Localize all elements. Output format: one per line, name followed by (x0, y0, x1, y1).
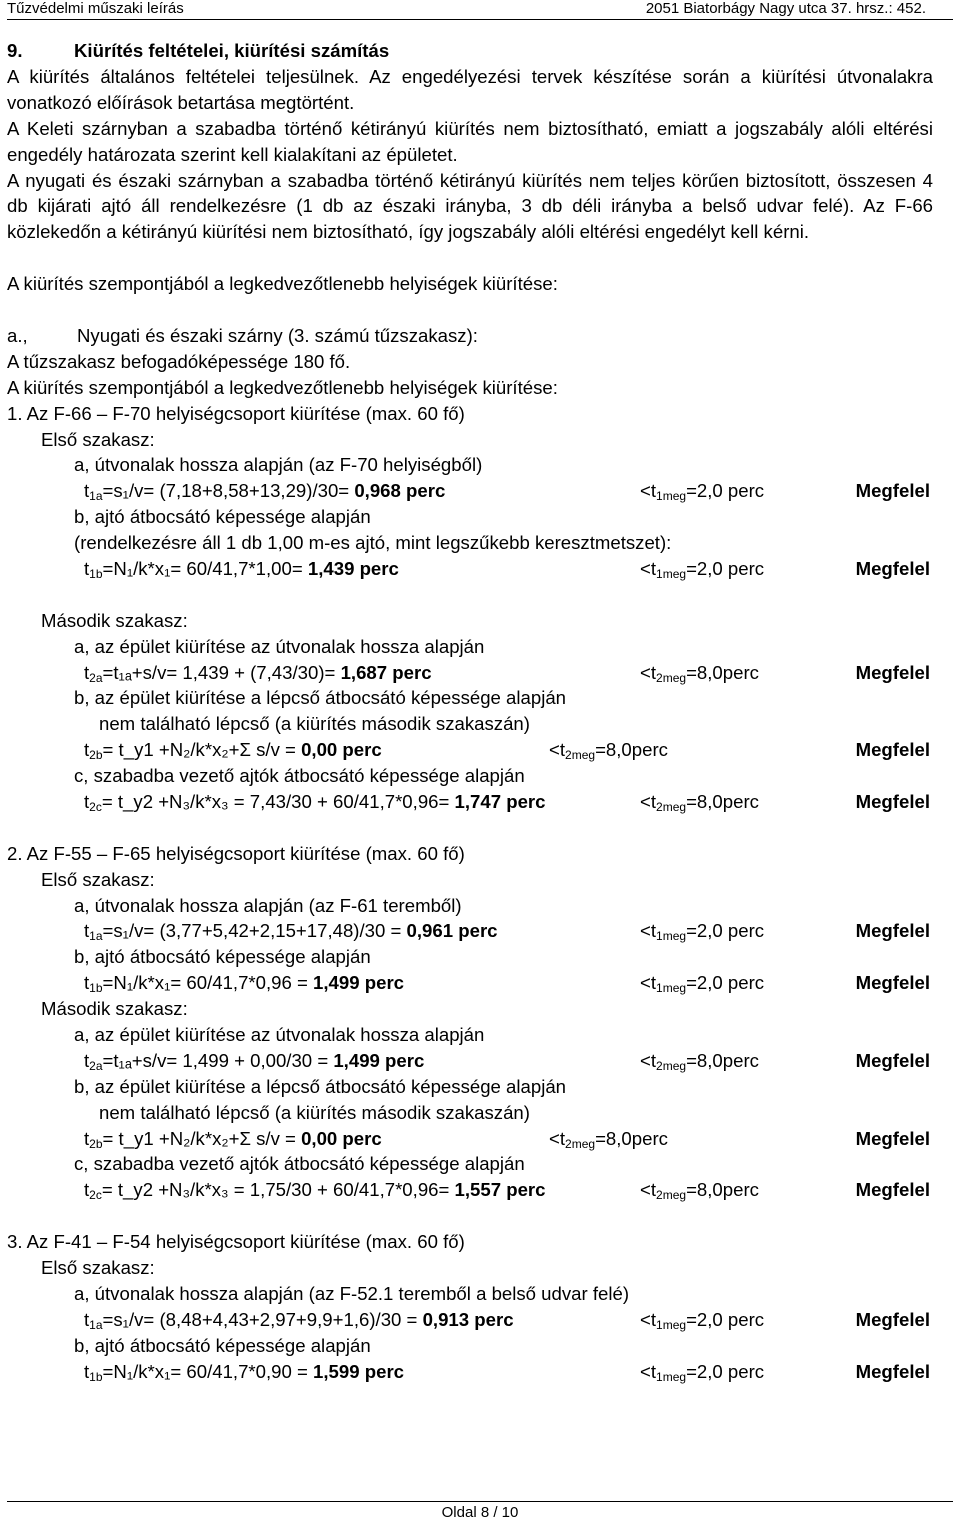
calc-heading (7, 1281, 933, 1307)
section-title: Kiürítés feltételei, kiürítési számítás (74, 40, 390, 61)
calc-value: 1,499 perc (333, 1049, 425, 1071)
wing-name: Nyugati és északi szárny (3. számú tűzszakasz): (77, 324, 478, 346)
limit: $<t_{1meg}=2,0$ perc (640, 1360, 765, 1384)
intro-paragraph-1: A kiürítés általános feltételei teljesülnek. Az engedélyezési tervek készítése során a kiürítési útvonalakra vonatkozó előírások betartása megtörtént. (7, 65, 933, 113)
limit: $<t_{2meg}=8,0perc$ (640, 1049, 759, 1073)
result-label: Megfelel (855, 557, 930, 579)
calc-heading: b, ajtó átbocsátó képessége alapján (74, 506, 371, 528)
stage-label: Első szakasz: (41, 428, 155, 450)
calc-value: 1,499 perc (313, 972, 405, 994)
stage-label: Második szakasz: (41, 998, 188, 1020)
stage-label: Első szakasz: (41, 868, 155, 890)
limit: $<t_{1meg}=2,0$ perc (640, 557, 765, 581)
route-source: (az F-61 teremből) (308, 894, 462, 916)
calc-row: $t_{1a}=s_1/v= (7,18+8,58+13,29)/30= 0,968$ perc $<t_{1meg}=2,0$ perc Megfelel (84, 480, 930, 504)
limit-value: =8,0perc (595, 1127, 668, 1149)
limit: $<t_{2meg}=8,0perc$ (549, 1127, 668, 1151)
limit-value: =2,0 perc (686, 920, 765, 942)
calc-heading: b, az épület kiürítése a lépcső átbocsátó képessége alapján (74, 1075, 567, 1097)
result-label: Megfelel (855, 480, 930, 502)
stage-label: Második szakasz: (41, 609, 188, 631)
calc-row: $t_{1a}=s_1/v= (8,48+4,43+2,97+9,9+1,6)/30 = 0,913$ perc $<t_{1meg}=2,0$ perc Megfelel (84, 1308, 930, 1332)
page-number: Oldal 8 / 10 (441, 1504, 519, 1521)
calc-value: 0,961 perc (406, 920, 498, 942)
limit-value: =2,0 perc (686, 557, 765, 579)
calc-heading-text: a, útvonalak hossza alapján (74, 894, 304, 916)
calc-value: 1,747 perc (454, 790, 546, 812)
calc-note: nem található lépcső (a kiürítés második szakaszán) (99, 1101, 530, 1123)
calc-heading: c, szabadba vezető ajtók átbocsátó képessége alapján (74, 1153, 525, 1175)
limit: $<t_{1meg}=2,0$ perc (640, 972, 765, 996)
limit: $<t_{1meg}=2,0$ perc (640, 1308, 765, 1332)
group-title: 2. Az F-55 – F-65 helyiségcsoport kiürítése (max. 60 fő) (7, 842, 465, 864)
limit-value: =8,0perc (686, 1049, 759, 1071)
calc-value: 1,687 perc (340, 661, 432, 683)
result-label: Megfelel (855, 1049, 930, 1071)
limit-value: =8,0perc (595, 739, 668, 761)
header-right: 2051 Biatorbágy Nagy utca 37. hrsz.: 452. (645, 0, 926, 17)
calc-row: $t_{2c}=$ t_y2 +N₃/k*x₃ = 1,75/30 + 60/41,7*0,96= 1,557 perc $<t_{2meg}=8,0perc$ Megfelel (84, 1179, 930, 1203)
limit: $<t_{2meg}=8,0perc$ (640, 661, 759, 685)
header-left: Tűzvédelmi műszaki leírás (7, 0, 184, 17)
intro-paragraph-2: A Keleti szárnyban a szabadba történő kétirányú kiürítés nem biztosítható, emiatt a jogszabály alóli eltérési engedély határozata szerint kell kialakítani az épületet. (7, 117, 933, 165)
calc-value: 0,00 perc (301, 1127, 382, 1149)
calc-value: 1,599 perc (313, 1360, 405, 1382)
calc-expression: = t_y2 +N₃/k*x₃ = 1,75/30 + 60/41,7*0,96= (101, 1179, 455, 1201)
calc-expression: =N₁/k*x₁= 60/41,7*0,90 = (102, 1360, 314, 1382)
result-label: Megfelel (855, 661, 930, 683)
calc-note: nem található lépcső (a kiürítés második szakaszán) (99, 713, 530, 735)
calc-expression: =N₁/k*x₁= 60/41,7*1,00= (102, 557, 308, 579)
section-number: 9. (7, 40, 23, 61)
calc-expression: =s₁/v= (3,77+5,42+2,15+17,48)/30 = (102, 920, 407, 942)
calc-heading: b, az épület kiürítése a lépcső átbocsátó képessége alapján (74, 687, 567, 709)
page-header (7, 0, 953, 20)
limit: $<t_{2meg}=8,0perc$ (640, 1179, 759, 1203)
calc-heading-text: a, útvonalak hossza alapján (74, 454, 304, 476)
limit-value: =2,0 perc (686, 972, 765, 994)
calc-row: $t_{2a}=t_{1a}+s/v= 1,439 + (7,43/30)= 1,687$ perc $<t_{2meg}=8,0perc$ Megfelel (84, 661, 930, 685)
calc-row: $t_{2a}=t_{1a}+s/v= 1,499 + 0,00/30 = 1,499$ perc $<t_{2meg}=8,0perc$ Megfelel (84, 1049, 930, 1073)
calc-heading: b, ajtó átbocsátó képessége alapján (74, 1334, 371, 1356)
calc-row: $t_{1b}=N_1/k*x_1= 60/41,7*0,90 = 1,599$ perc $<t_{1meg}=2,0$ perc Megfelel (84, 1360, 930, 1384)
limit: $<t_{1meg}=2,0$ perc (640, 920, 765, 944)
group-title: 3. Az F-41 – F-54 helyiségcsoport kiürítése (max. 60 fő) (7, 1231, 465, 1253)
calc-expression: = t_y1 +N₂/k*x₂+Σ s/v = (102, 739, 302, 761)
limit-value: =2,0 perc (686, 480, 765, 502)
calc-heading (7, 452, 933, 478)
limit: $<t_{2meg}=8,0perc$ (640, 790, 759, 814)
calc-expression: =s₁/v= (8,48+4,43+2,97+9,9+1,6)/30 = (102, 1308, 423, 1330)
footer-rule (7, 1501, 953, 1502)
result-label: Megfelel (855, 1308, 930, 1330)
result-label: Megfelel (855, 790, 930, 812)
calc-expression: =N₁/k*x₁= 60/41,7*0,96 = (102, 972, 314, 994)
result-label: Megfelel (855, 1127, 930, 1149)
route-source: (az F-70 helyiségből) (308, 454, 483, 476)
calc-expression: =t₁ₐ+s/v= 1,439 + (7,43/30)= (102, 661, 341, 683)
limit-value: =2,0 perc (686, 1360, 765, 1382)
route-source: (az F-52.1 teremből a belső udvar felé) (308, 1282, 630, 1304)
wing-worst: A kiürítés szempontjából a legkedvezőtlenebb helyiségek kiürítése: (7, 376, 558, 398)
result-label: Megfelel (855, 739, 930, 761)
calc-expression: =t₁ₐ+s/v= 1,499 + 0,00/30 = (102, 1049, 334, 1071)
limit: $<t_{2meg}=8,0perc$ (549, 739, 668, 763)
intro-paragraph-4: A kiürítés szempontjából a legkedvezőtlenebb helyiségek kiürítése: (7, 273, 558, 295)
section-heading (7, 38, 933, 64)
limit-value: =8,0perc (686, 661, 759, 683)
calc-heading: b, ajtó átbocsátó képessége alapján (74, 946, 371, 968)
calc-heading: a, az épület kiürítése az útvonalak hossza alapján (74, 1023, 485, 1045)
stage-label: Első szakasz: (41, 1257, 155, 1278)
calc-row: $t_{1b}=N_1/k*x_1= 60/41,7*1,00= 1,439$ perc $<t_{1meg}=2,0$ perc Megfelel (84, 557, 930, 581)
calc-heading (7, 893, 933, 919)
calc-value: 1,439 perc (307, 557, 399, 579)
calc-row: $t_{1b}=N_1/k*x_1= 60/41,7*0,96 = 1,499$ perc $<t_{1meg}=2,0$ perc Megfelel (84, 972, 930, 996)
result-label: Megfelel (855, 920, 930, 942)
calc-value: 0,968 perc (354, 480, 446, 502)
limit-value: =8,0perc (686, 1179, 759, 1201)
wing-heading (7, 323, 933, 349)
result-label: Megfelel (855, 972, 930, 994)
result-label: Megfelel (855, 1179, 930, 1201)
intro-paragraph-3: A nyugati és északi szárnyban a szabadba történő kétirányú kiürítés nem teljes körűen biztosított, összesen 4 db kijárati ajtó áll rendelkezésre (1 db az északi irányba, 3 db déli irányba a belső udvar felé). Az F-66 közlekedőn a kétirányú kiürítési nem biztosítható, így jogszabály alóli eltérési engedélyt kell kérni. (7, 169, 933, 243)
wing-letter: a., (7, 324, 28, 346)
limit-value: =8,0perc (686, 790, 759, 812)
result-label: Megfelel (855, 1360, 930, 1382)
calc-expression: =s₁/v= (7,18+8,58+13,29)/30= (102, 480, 355, 502)
document-body (7, 38, 933, 1384)
calc-row: $t_{2b}=$ t_y1 +N₂/k*x₂+Σ s/v = 0,00 perc $<t_{2meg}=8,0perc$ Megfelel (84, 739, 930, 763)
limit: $<t_{1meg}=2,0$ perc (640, 480, 765, 504)
calc-row: $t_{1a}=s_1/v= (3,77+5,42+2,15+17,48)/30 = 0,961$ perc $<t_{1meg}=2,0$ perc Megfelel (84, 920, 930, 944)
group-title: 1. Az F-66 – F-70 helyiségcsoport kiürítése (max. 60 fő) (7, 402, 465, 424)
calc-heading: c, szabadba vezető ajtók átbocsátó képessége alapján (74, 765, 525, 787)
calc-value: 1,557 perc (454, 1179, 546, 1201)
calc-row: $t_{2b}=$ t_y1 +N₂/k*x₂+Σ s/v = 0,00 perc $<t_{2meg}=8,0perc$ Megfelel (84, 1127, 930, 1151)
calc-value: 0,00 perc (301, 739, 382, 761)
wing-capacity: A tűzszakasz befogadóképessége 180 fő. (7, 350, 351, 372)
calc-heading: a, az épület kiürítése az útvonalak hossza alapján (74, 635, 485, 657)
calc-row: $t_{2c}=$ t_y2 +N₃/k*x₃ = 7,43/30 + 60/41,7*0,96= 1,747 perc $<t_{2meg}=8,0perc$ Megfelel (84, 790, 930, 814)
limit-value: =2,0 perc (686, 1308, 765, 1330)
calc-value: 0,913 perc (422, 1308, 514, 1330)
calc-expression: = t_y2 +N₃/k*x₃ = 7,43/30 + 60/41,7*0,96= (101, 790, 455, 812)
door-note: (rendelkezésre áll 1 db 1,00 m-es ajtó, mint legszűkebb keresztmetszet): (74, 532, 672, 554)
calc-heading-text: a, útvonalak hossza alapján (74, 1282, 304, 1304)
calc-expression: = t_y1 +N₂/k*x₂+Σ s/v = (102, 1127, 302, 1149)
